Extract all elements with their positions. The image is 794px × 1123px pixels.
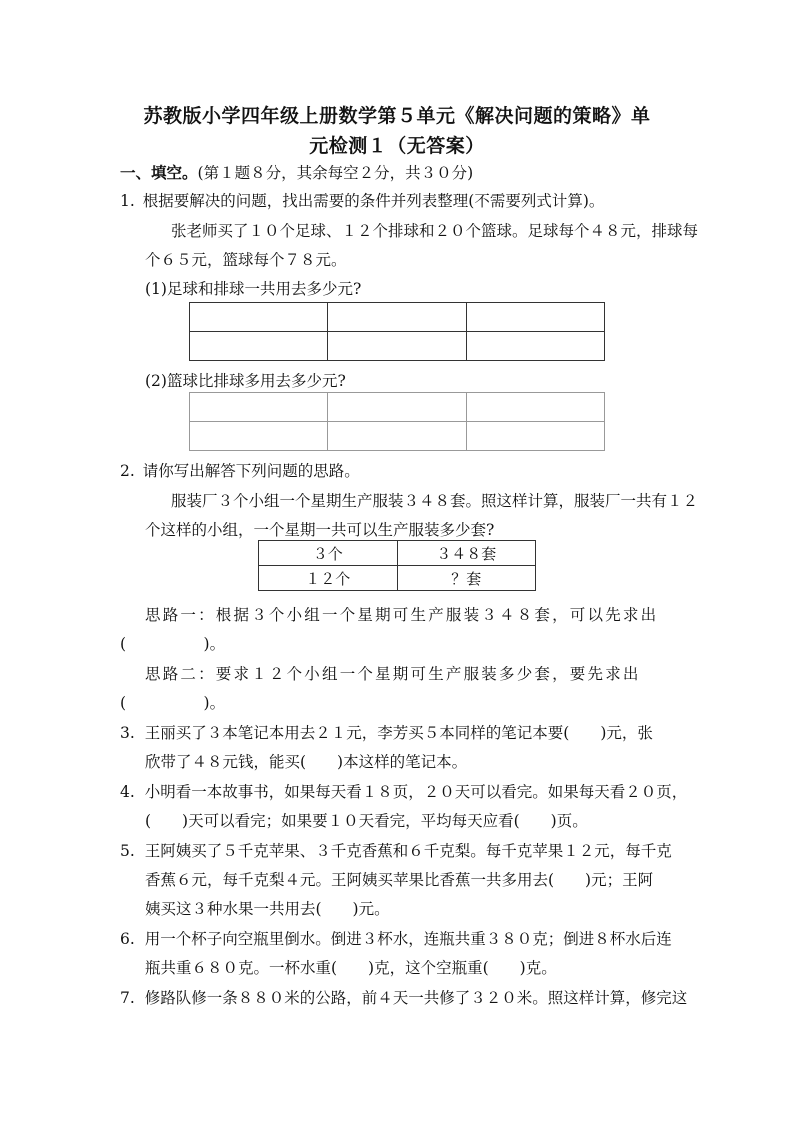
q2-data-table: [258, 540, 536, 591]
question-text: 用一个杯子向空瓶里倒水。倒进３杯水，连瓶共重３８０克；倒进８杯水后连: [144, 930, 672, 948]
question-4: [120, 781, 687, 803]
q1-subquestion-1: (1)足球和排球一共用去多少元?: [145, 280, 362, 298]
q2-story-line-2: 个这样的小组，一个星期一共可以生产服装多少套?: [145, 521, 495, 539]
table-cell[interactable]: [466, 332, 604, 361]
q2-idea-1-line-1: 思路一：根据３个小组一个星期可生产服装３４８套，可以先求出: [145, 606, 659, 624]
q1-story-line-1: 张老师买了１０个足球、１２个排球和２０个篮球。足球每个４８元，排球每: [171, 222, 699, 240]
q1-answer-table-2: [189, 392, 605, 451]
table-cell: ３４８套: [397, 541, 536, 566]
question-number: 1.: [120, 192, 135, 210]
table-row: [190, 303, 605, 332]
q2-idea-2-line-1: 思路二：要求１２个小组一个星期可生产服装多少套，要先求出: [145, 665, 641, 683]
question-text: 王阿姨买了５千克苹果、３千克香蕉和６千克梨。每千克苹果１２元，每千克: [144, 842, 672, 860]
q5-line-2: 香蕉６元，每千克梨４元。王阿姨买苹果比香蕉一共多用去( )元；王阿: [145, 871, 654, 889]
q1-story-line-2: 个６５元，篮球每个７８元。: [145, 251, 347, 269]
q6-line-2: 瓶共重６８０克。一杯水重( )克，这个空瓶重( )克。: [145, 959, 557, 977]
q4-line-2: ( )天可以看完；如果要１０天看完，平均每天应看( )页。: [145, 812, 588, 830]
table-cell: ？套: [397, 566, 536, 591]
q1-subquestion-2: (2)篮球比排球多用去多少元?: [145, 372, 346, 390]
table-cell[interactable]: [190, 303, 328, 332]
table-cell[interactable]: [466, 393, 604, 422]
question-6: [120, 928, 672, 950]
table-row: [190, 393, 605, 422]
table-cell: １２个: [259, 566, 398, 591]
question-number: 7.: [120, 989, 135, 1007]
question-number: 5.: [120, 842, 135, 860]
table-cell: ３个: [259, 541, 398, 566]
question-7: [120, 987, 687, 1009]
table-cell[interactable]: [190, 393, 328, 422]
section-title: 一、填空。: [120, 163, 198, 182]
page-title-line-1: 苏教版小学四年级上册数学第５单元《解决问题的策略》单: [143, 105, 651, 127]
question-1: [120, 190, 604, 212]
table-cell[interactable]: [190, 332, 328, 361]
q2-idea-1-answer-blank[interactable]: ( )。: [120, 635, 226, 653]
question-number: 3.: [120, 724, 135, 742]
question-text: 小明看一本故事书，如果每天看１８页，２０天可以看完。如果每天看２０页，: [144, 783, 688, 801]
question-text: 根据要解决的问题，找出需要的条件并列表整理(不需要列式计算)。: [142, 192, 605, 210]
table-cell[interactable]: [190, 422, 328, 451]
table-row: [259, 566, 536, 591]
table-cell[interactable]: [328, 303, 466, 332]
section-score-note: (第１题８分，其余每空２分，共３０分): [197, 164, 474, 182]
table-row: [190, 422, 605, 451]
question-number: 6.: [120, 930, 135, 948]
q2-idea-2-answer-blank[interactable]: ( )。: [120, 694, 226, 712]
table-cell[interactable]: [328, 393, 466, 422]
question-5: [120, 840, 672, 862]
table-row: [190, 332, 605, 361]
question-2: [120, 460, 360, 482]
table-cell[interactable]: [328, 332, 466, 361]
page-title-line-2: 元检测１（无答案）: [309, 135, 485, 157]
question-text: 王丽买了３本笔记本用去２１元，李芳买５本同样的笔记本要( )元，张: [144, 724, 653, 742]
q2-story-line-1: 服装厂３个小组一个星期生产服装３４８套。照这样计算，服装厂一共有１２: [171, 492, 699, 510]
table-cell[interactable]: [466, 303, 604, 332]
q3-line-2: 欣带了４８元钱，能买( )本这样的笔记本。: [145, 753, 468, 771]
question-text: 修路队修一条８８０米的公路，前４天一共修了３２０米。照这样计算，修完这: [144, 989, 688, 1007]
q5-line-3: 姨买这３种水果一共用去( )元。: [145, 900, 390, 918]
question-text: 请你写出解答下列问题的思路。: [142, 462, 360, 480]
question-number: 4.: [120, 783, 135, 801]
question-3: [120, 722, 653, 744]
table-cell[interactable]: [466, 422, 604, 451]
section-heading: [120, 162, 473, 184]
question-number: 2.: [120, 462, 135, 480]
table-cell[interactable]: [328, 422, 466, 451]
q1-answer-table-1: [189, 302, 605, 361]
table-row: [259, 541, 536, 566]
